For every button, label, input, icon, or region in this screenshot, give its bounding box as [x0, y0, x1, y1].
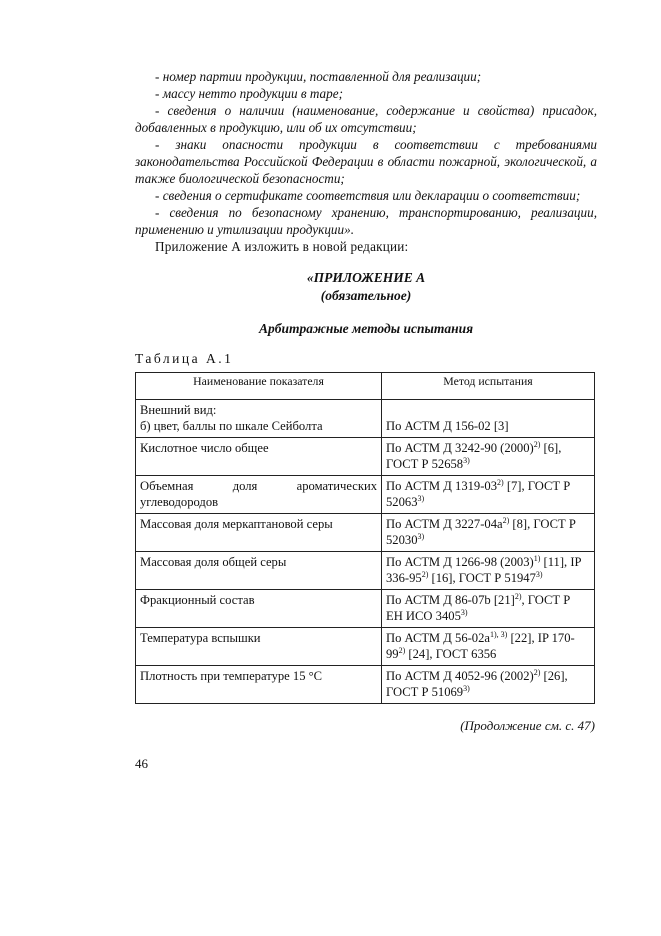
method-segment: [8], ГОСТ Р 52030: [386, 517, 576, 547]
annex-subtitle: Арбитражные методы испытания: [258, 321, 474, 336]
method-segment: По АСТМ Д 1266-98 (2003): [386, 555, 534, 569]
method-cell: [382, 514, 595, 552]
method-segment: По АСТМ Д 4052-96 (2002): [386, 669, 534, 683]
indicator-name: Кислотное число общее: [140, 441, 269, 455]
method-cell: [382, 552, 595, 590]
list-item: - сведения о наличии (наименование, содержание и свойства) присадок, добавленных в продукцию, или об их отсутствии;: [135, 103, 597, 135]
page-number: 46: [135, 756, 148, 771]
indicator-name: Плотность при температуре 15 °С: [140, 669, 323, 683]
method-cell: [382, 666, 595, 704]
list-item: - сведения по безопасному хранению, транспортированию, реализации, применению и утилизации продукции».: [135, 205, 597, 237]
method-cell: [382, 476, 595, 514]
method-segment: [7], ГОСТ Р 52063: [386, 479, 571, 509]
footnote-ref: 3): [460, 607, 468, 617]
method-segment: [24], ГОСТ 6356: [405, 647, 497, 661]
intro-text: [135, 68, 597, 255]
method-text: [386, 592, 590, 624]
method-text: [386, 440, 590, 472]
method-text: [386, 554, 590, 586]
footnote-ref: 3): [417, 493, 425, 503]
footnote-ref: 2): [502, 515, 510, 525]
column-header-method: Метод испытания: [382, 373, 595, 400]
indicator-cell: [136, 400, 382, 438]
method-cell: [382, 590, 595, 628]
table-row: [136, 400, 595, 438]
method-text: [386, 516, 590, 548]
indicator-name: Массовая доля меркаптановой серы: [140, 517, 333, 531]
list-item: - номер партии продукции, поставленной для реализации;: [155, 69, 482, 84]
table-row: [136, 628, 595, 666]
footnote-ref: 3): [463, 455, 470, 465]
indicator-name: б) цвет, баллы по шкале Сейболта: [140, 419, 323, 433]
method-segment: По АСТМ Д 56-02а: [386, 631, 490, 645]
method-segment: По АСТМ Д 1319-03: [386, 479, 497, 493]
method-cell: [382, 628, 595, 666]
column-header-indicator: Наименование показателя: [136, 373, 382, 400]
footnote-ref: 2): [533, 439, 541, 449]
method-segment: [16], ГОСТ Р 51947: [428, 571, 536, 585]
footnote-ref: 2): [497, 477, 504, 487]
table-row: [136, 514, 595, 552]
annex-status: (обязательное): [320, 288, 412, 303]
footnote-ref: 3): [463, 683, 470, 693]
method-segment: [11], IP 336-95: [386, 555, 582, 585]
methods-table: [135, 372, 595, 704]
table-row: [136, 590, 595, 628]
indicator-cell: [136, 552, 382, 590]
method-text: [386, 668, 590, 700]
method-segment: По АСТМ Д 86-07b [21]: [386, 593, 515, 607]
method-segment: По АСТМ Д 156-02 [3]: [386, 419, 509, 433]
footnote-ref: 1): [533, 553, 541, 563]
indicator-cell: [136, 628, 382, 666]
table-row: [136, 666, 595, 704]
table-caption: Таблица А.1: [135, 351, 234, 366]
indicator-cell: [136, 476, 382, 514]
method-segment: По АСТМ Д 3227-04а: [386, 517, 503, 531]
method-segment: [26], ГОСТ Р 51069: [386, 669, 568, 699]
amendment-note: Приложение А изложить в новой редакции:: [155, 239, 409, 254]
indicator-cell: [136, 590, 382, 628]
method-cell: [382, 438, 595, 476]
method-text: [386, 630, 590, 662]
indicator-name: Объемная доля ароматических углеводородов: [140, 479, 377, 509]
indicator-cell: [136, 514, 382, 552]
list-item: - массу нетто продукции в таре;: [155, 86, 343, 101]
method-text: [386, 418, 590, 434]
indicator-cell: [136, 666, 382, 704]
footnote-ref: 3): [535, 569, 543, 579]
method-segment: [6], ГОСТ Р 52658: [386, 441, 562, 471]
method-text: [386, 478, 590, 510]
indicator-name: Массовая доля общей серы: [140, 555, 287, 569]
footnote-ref: 2): [514, 591, 522, 601]
list-item: - знаки опасности продукции в соответствии с требованиями законодательства Российской Федерации в области пожарной, экологической, а также биологической безопасности;: [135, 137, 597, 186]
table-row: [136, 476, 595, 514]
indicator-name: Фракционный состав: [140, 593, 255, 607]
indicator-group-label: Внешний вид:: [140, 403, 217, 417]
footnote-ref: 2): [398, 645, 406, 655]
indicator-cell: [136, 438, 382, 476]
table-header-row: [136, 373, 595, 400]
method-segment: , ГОСТ Р ЕН ИСО 3405: [386, 593, 571, 623]
annex-title: «ПРИЛОЖЕНИЕ А: [306, 270, 426, 285]
table-row: [136, 438, 595, 476]
continuation-note: (Продолжение см. с. 47): [460, 718, 595, 733]
method-cell: [382, 400, 595, 438]
indicator-name: Температура вспышки: [140, 631, 261, 645]
footnote-ref: 2): [533, 667, 541, 677]
footnote-ref: 1), 3): [490, 629, 508, 639]
footnote-ref: 2): [421, 569, 429, 579]
method-segment: [22], IP 170-99: [386, 631, 575, 661]
footnote-ref: 3): [417, 531, 425, 541]
list-item: - сведения о сертификате соответствия или декларации о соответствии;: [155, 188, 581, 203]
table-row: [136, 552, 595, 590]
method-segment: По АСТМ Д 3242-90 (2000): [386, 441, 534, 455]
